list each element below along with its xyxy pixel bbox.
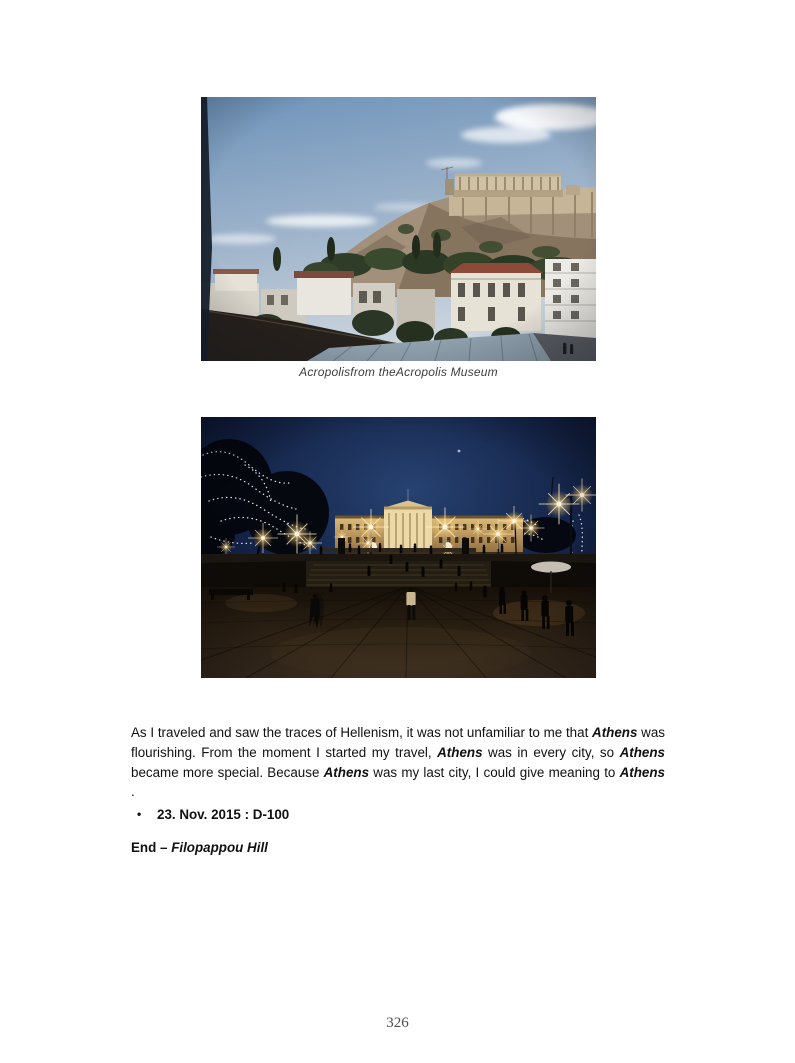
acropolis-photo-illustration (201, 97, 596, 361)
night-vignette (201, 417, 596, 678)
figure-caption: Acropolisfrom theAcropolis Museum (299, 365, 498, 379)
paragraph-text-segment: became more special. Because (131, 764, 324, 780)
body-paragraph (131, 723, 665, 801)
athens-emphasis: Athens (619, 764, 665, 780)
athens-emphasis: Athens (323, 764, 370, 780)
end-line (131, 838, 665, 858)
bullet-list-item (131, 805, 665, 825)
paragraph-text-segment: was flourishing. From the moment I started my travel, (131, 725, 665, 760)
vignette (201, 97, 596, 361)
syntagma-night-illustration (201, 417, 596, 678)
acropolis-photo (201, 97, 596, 361)
paragraph-text-segment: . (131, 784, 135, 800)
syntagma-night-photo (201, 417, 596, 678)
bullet-text: 23. Nov. 2015 : D-100 (157, 807, 290, 822)
end-place: Filopappou Hill (171, 840, 268, 855)
end-prefix: End – (131, 840, 172, 855)
athens-emphasis: Athens (437, 744, 483, 760)
athens-emphasis: Athens (592, 725, 638, 741)
paragraph-text-segment: was my last city, I could give meaning to (369, 764, 620, 780)
page-number: 326 (386, 1015, 409, 1031)
paragraph-text-segment: As I traveled and saw the traces of Hellenism, it was not unfamiliar to me that (131, 725, 593, 741)
paragraph-text-segment: was in every city, so (482, 744, 620, 760)
bullet-marker: • (137, 807, 142, 821)
athens-emphasis: Athens (619, 744, 665, 760)
